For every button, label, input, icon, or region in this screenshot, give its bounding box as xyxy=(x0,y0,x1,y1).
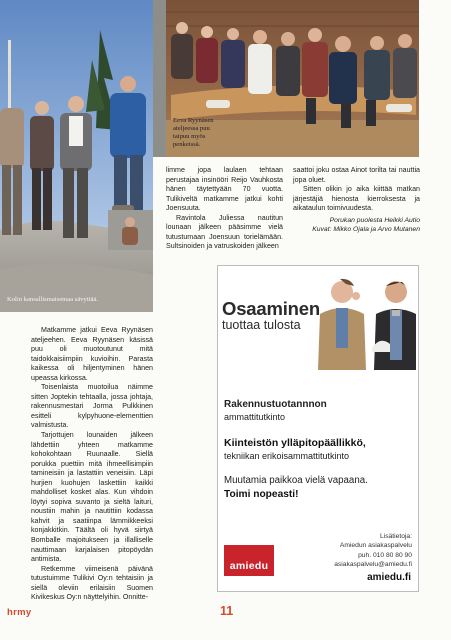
paragraph: Sitten olikin jo aika kiittää matkan järjestäjiä hienosta kierroksesta ja aikataulun toimivuudesta. xyxy=(293,185,420,213)
amiedu-logo: amiedu xyxy=(224,545,274,576)
signature-photos: Kuvat: Mikko Ojala ja Arvo Mutanen xyxy=(312,225,420,233)
ad-item2-sub: tekniikan erikoisammattitutkinto xyxy=(224,451,350,461)
amiedu-advertisement xyxy=(217,265,419,592)
contact-phone: puh. 010 80 80 90 xyxy=(358,551,412,559)
contact-line: Lisätietoja: xyxy=(380,533,412,540)
ad-title: Osaaminen xyxy=(222,298,320,319)
ad-photo-men xyxy=(302,270,416,370)
ad-contact xyxy=(334,532,412,570)
photo-seated-person xyxy=(108,210,153,250)
paragraph: Ravintola Juliessa nautitun lounaan jälkeen pääsimme vielä tutustumaan Joensuun torielämään. Sultsinoiden ja vatruskoiden jälkeen xyxy=(166,213,283,251)
page-number: 11 xyxy=(220,604,234,618)
article-left-column xyxy=(31,326,153,603)
paragraph: Retkemme viimeisenä päivänä tutustuimme Tulikivi Oy:n tehtaisiin ja siellä oleviin erilaisiin Suomen Kivikeskus Oy:n näyttelyihin. Onnitte- xyxy=(31,564,153,602)
ad-note-bold: Toimi nopeasti! xyxy=(224,489,299,500)
contact-email[interactable]: asiakaspalvelu@amiedu.fi xyxy=(334,561,412,569)
ad-note: Muutamia paikkoa vielä vapaana. xyxy=(224,475,368,486)
ad-item1-sub: ammattitutkinto xyxy=(224,412,286,422)
paragraph: Matkamme jatkui Eeva Ryynäsen ateljeehen. Eeva Ryynäsen käsissä puu oli muotoutunut mitä taidokkaisiimpiin kuvioihin. Parasta kaikessa oli hiljentyminen hänen upeassa kirkossa. xyxy=(31,326,153,382)
article-middle-column xyxy=(166,166,283,252)
paragraph: Toisenlaista muotoilua näimme sitten Joptekin tehtaalla, jossa johtaja, rakennusmestari Jorma Pulkkinen esitteli kylpyhuone-elementtien valmistusta. xyxy=(31,383,153,430)
paragraph: limme jopa laulaen tehtaan perustajaa insinööri Reijo Vauhkosta hänen täytettyään 70 vuotta. Tulikiveltä matkamme jatkui kohti Joensuuta. xyxy=(166,166,283,213)
caption-top-photo: Eeva Ryynäsen ateljeessa puu taipuu myös penkeissä. xyxy=(173,117,214,148)
magazine-name: hrmy xyxy=(7,607,32,618)
article-right-column xyxy=(293,166,420,234)
caption-left-photo: Kolin kansallismaisemaa sävyttää. xyxy=(7,296,99,303)
paragraph: Tarjottujen lounaiden jälkeen lähdettiin yhteen matkamme kohokohtaan Ruunaalle. Siellä porukka puettiin mitä ihmeellisimpiin tamineisiin ja lastattiin veneisiin. Läpi hurjien kuohujen laskettiin kaikki mahdolliset kosket alas. Kun vihdoin löytyi sopiva suvanto ja sieltä laituri, noustiin mahin ja nautittiin kodassa kahvit ja saatiinpa lämmikkeeksi konjakkitkin. Täältä oli hyvä siirtyä Bomballe majoitukseen ja illalliselle nauttimaan karjalaisen pitopöydän antimista. xyxy=(31,431,153,564)
photo-kolin-group xyxy=(0,0,153,312)
ad-item2-title: Kiinteistön ylläpitopäällikkö, xyxy=(224,437,366,449)
ad-url[interactable]: amiedu.fi xyxy=(367,572,411,583)
ad-subtitle: tuottaa tulosta xyxy=(222,318,301,332)
paragraph: saattoi joku ostaa Ainot torilta tai nauttia jopa oluet. xyxy=(293,166,420,184)
ad-item1-title: Rakennustuotannnon xyxy=(224,399,327,410)
signature-author: Porukan puolesta Heikki Autio xyxy=(329,216,420,224)
contact-line: Amiedun asiakaspalvelu xyxy=(339,542,412,550)
